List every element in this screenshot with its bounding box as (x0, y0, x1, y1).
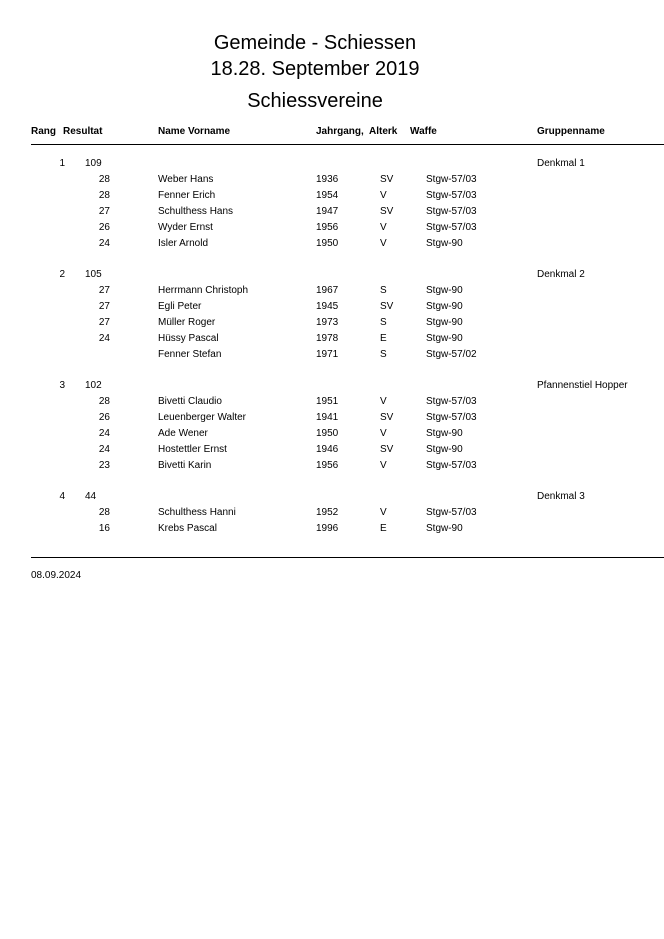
group-total: 102 (85, 380, 102, 391)
member-alterk: S (380, 284, 387, 296)
member-name: Ade Wener (158, 427, 208, 439)
member-score: 24 (98, 332, 110, 344)
member-jahrgang: 1996 (316, 522, 339, 534)
member-score: 27 (98, 300, 110, 312)
header-divider (31, 144, 664, 145)
member-jahrgang: 1950 (316, 237, 339, 249)
member-waffe: Stgw-90 (426, 522, 463, 534)
col-jahrgang: Jahrgang, (316, 126, 364, 137)
member-name: Hostettler Ernst (158, 443, 227, 455)
col-name: Name Vorname (158, 126, 231, 137)
member-alterk: S (380, 316, 387, 328)
member-alterk: SV (380, 411, 394, 423)
member-alterk: V (380, 506, 387, 518)
member-alterk: E (380, 332, 387, 344)
col-resultat: Resultat (63, 126, 103, 137)
col-alterk: Alterk (369, 126, 398, 137)
member-jahrgang: 1956 (316, 221, 339, 233)
member-jahrgang: 1941 (316, 411, 339, 423)
group-name: Denkmal 1 (537, 158, 585, 169)
member-score: 24 (98, 443, 110, 455)
member-name: Isler Arnold (158, 237, 209, 249)
member-score: 27 (98, 316, 110, 328)
member-waffe: Stgw-57/03 (426, 506, 477, 518)
group-rank: 1 (59, 158, 65, 169)
group-rank: 4 (59, 491, 65, 502)
member-jahrgang: 1947 (316, 205, 339, 217)
member-alterk: S (380, 348, 387, 360)
group-rank: 2 (59, 269, 65, 280)
member-alterk: SV (380, 205, 394, 217)
member-jahrgang: 1945 (316, 300, 339, 312)
member-score: 27 (98, 284, 110, 296)
member-name: Hüssy Pascal (158, 332, 219, 344)
member-alterk: SV (380, 300, 394, 312)
event-date: 18.28. September 2019 (210, 58, 420, 80)
member-jahrgang: 1951 (316, 395, 339, 407)
member-waffe: Stgw-90 (426, 427, 463, 439)
member-waffe: Stgw-57/03 (426, 411, 477, 423)
member-alterk: SV (380, 443, 394, 455)
group-name: Denkmal 2 (537, 269, 585, 280)
member-alterk: V (380, 427, 387, 439)
page-title: Gemeinde - Schiessen (213, 32, 417, 54)
col-rang: Rang (31, 126, 56, 137)
member-score: 24 (98, 427, 110, 439)
footer-divider (31, 557, 664, 558)
member-name: Bivetti Karin (158, 459, 212, 471)
member-score: 23 (98, 459, 110, 471)
member-waffe: Stgw-90 (426, 237, 463, 249)
member-waffe: Stgw-57/02 (426, 348, 477, 360)
member-score: 16 (98, 522, 110, 534)
member-score: 28 (98, 173, 110, 185)
member-waffe: Stgw-57/03 (426, 205, 477, 217)
member-jahrgang: 1950 (316, 427, 339, 439)
group-name: Denkmal 3 (537, 491, 585, 502)
member-name: Schulthess Hanni (158, 506, 236, 518)
member-jahrgang: 1952 (316, 506, 339, 518)
member-waffe: Stgw-57/03 (426, 221, 477, 233)
member-alterk: V (380, 459, 387, 471)
member-name: Fenner Erich (158, 189, 216, 201)
member-name: Krebs Pascal (158, 522, 217, 534)
member-name: Leuenberger Walter (158, 411, 247, 423)
member-name: Fenner Stefan (158, 348, 222, 360)
member-name: Weber Hans (158, 173, 214, 185)
group-total: 109 (85, 158, 102, 169)
member-name: Bivetti Claudio (158, 395, 222, 407)
member-jahrgang: 1973 (316, 316, 339, 328)
member-waffe: Stgw-57/03 (426, 395, 477, 407)
member-jahrgang: 1946 (316, 443, 339, 455)
page-subtitle: Schiessvereine (247, 90, 383, 112)
member-name: Herrmann Christoph (158, 284, 249, 296)
group-total: 44 (85, 491, 97, 502)
col-waffe: Waffe (410, 126, 437, 137)
member-jahrgang: 1936 (316, 173, 339, 185)
member-waffe: Stgw-90 (426, 316, 463, 328)
member-waffe: Stgw-90 (426, 284, 463, 296)
member-score: 26 (98, 221, 110, 233)
member-waffe: Stgw-57/03 (426, 189, 477, 201)
member-alterk: V (380, 395, 387, 407)
member-waffe: Stgw-90 (426, 300, 463, 312)
member-alterk: SV (380, 173, 394, 185)
member-jahrgang: 1954 (316, 189, 339, 201)
member-score: 24 (98, 237, 110, 249)
member-waffe: Stgw-57/03 (426, 459, 477, 471)
col-gruppenname: Gruppenname (537, 126, 605, 137)
member-waffe: Stgw-57/03 (426, 173, 477, 185)
group-name: Pfannenstiel Hopper (537, 380, 628, 391)
member-name: Egli Peter (158, 300, 202, 312)
member-jahrgang: 1978 (316, 332, 339, 344)
member-score: 28 (98, 506, 110, 518)
group-total: 105 (85, 269, 102, 280)
member-jahrgang: 1967 (316, 284, 339, 296)
member-name: Wyder Ernst (158, 221, 213, 233)
member-waffe: Stgw-90 (426, 332, 463, 344)
member-score: 27 (98, 205, 110, 217)
member-alterk: V (380, 221, 387, 233)
member-waffe: Stgw-90 (426, 443, 463, 455)
member-alterk: E (380, 522, 387, 534)
group-rank: 3 (59, 380, 65, 391)
member-name: Schulthess Hans (158, 205, 234, 217)
print-date: 08.09.2024 (31, 570, 82, 581)
member-score: 28 (98, 395, 110, 407)
member-name: Müller Roger (158, 316, 216, 328)
member-alterk: V (380, 237, 387, 249)
member-jahrgang: 1956 (316, 459, 339, 471)
member-score: 26 (98, 411, 110, 423)
member-alterk: V (380, 189, 387, 201)
member-score: 28 (98, 189, 110, 201)
member-jahrgang: 1971 (316, 348, 339, 360)
